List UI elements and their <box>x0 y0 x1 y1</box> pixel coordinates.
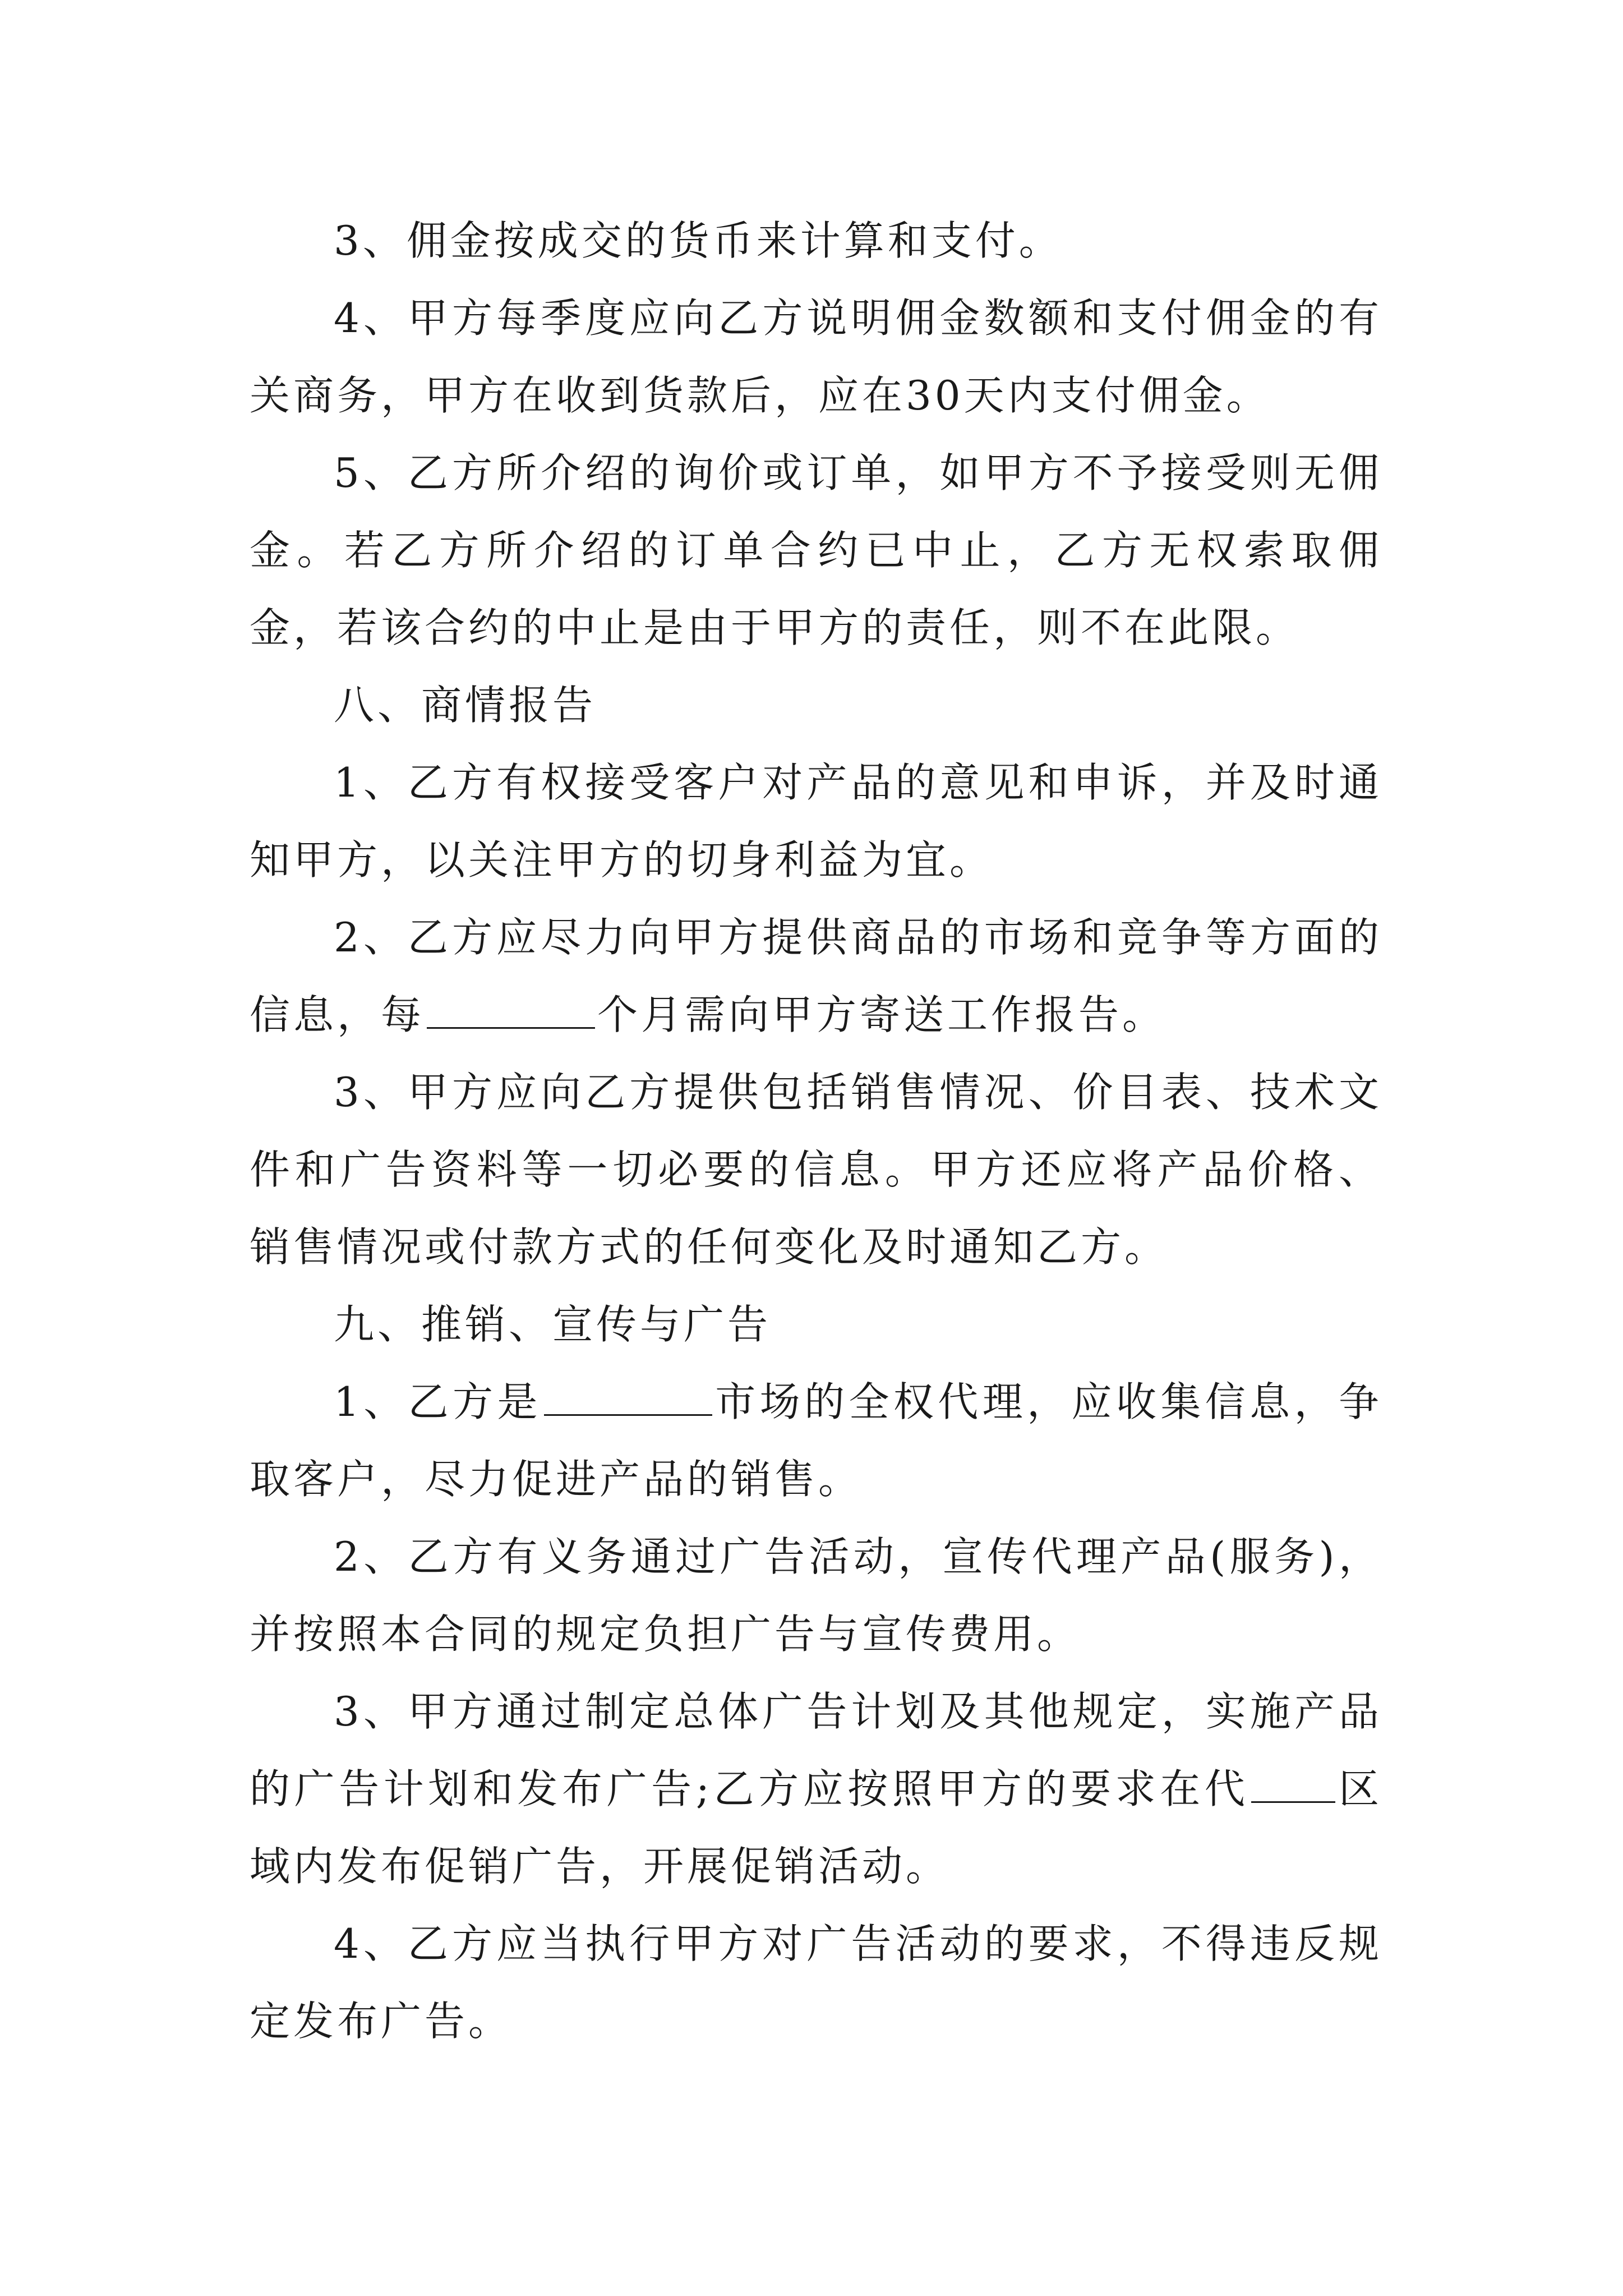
market-info-text-end: 个月需向甲方寄送工作报告。 <box>597 991 1166 1038</box>
paragraph-commission-quarterly: 4、甲方每季度应向乙方说明佣金数额和支付佣金的有关商务，甲方在收到货款后，应在30天内支付佣金。 <box>250 295 1382 419</box>
exclusive-agent-text-end: 市场的全权代理，应收集信息，争取客户，尽力促进产品的销售。 <box>250 1378 1382 1503</box>
paragraph-advertising-compliance: 4、乙方应当执行甲方对广告活动的要求，不得违反规定发布广告。 <box>250 1920 1382 2045</box>
paragraph-advertising-plan <box>250 1673 1382 1905</box>
paragraph-party-a-information: 3、甲方应向乙方提供包括销售情况、价目表、技术文件和广告资料等一切必要的信息。甲方还应将产品价格、销售情况或付款方式的任何变化及时通知乙方。 <box>250 1069 1382 1271</box>
section-heading-business-report: 八、商情报告 <box>334 682 597 729</box>
blank-region-field <box>1251 1761 1335 1803</box>
document-body <box>250 202 1382 2060</box>
paragraph-customer-feedback: 1、乙方有权接受客户对产品的意见和申诉，并及时通知甲方，以关注甲方的切身利益为宜。 <box>250 759 1382 884</box>
section-heading-promotion: 九、推销、宣传与广告 <box>334 1301 772 1348</box>
blank-months-field <box>427 987 595 1029</box>
advertising-plan-text-end: 区域内发布促销广告，开展促销活动。 <box>250 1765 1382 1890</box>
blank-market-field <box>544 1374 712 1416</box>
advertising-plan-text-start: 3、甲方通过制定总体广告计划及其他规定，实施产品的广告计划和发布广告;乙方应按照甲方的要求在代 <box>250 1688 1382 1812</box>
paragraph-commission-currency: 3、佣金按成交的货币来计算和支付。 <box>334 217 1063 264</box>
paragraph-commission-inquiry: 5、乙方所介绍的询价或订单，如甲方不予接受则无佣金。若乙方所介绍的订单合约已中止，乙方无权索取佣金，若该合约的中止是由于甲方的责任，则不在此限。 <box>250 449 1382 651</box>
paragraph-advertising-duty: 2、乙方有义务通过广告活动，宣传代理产品(服务)，并按照本合同的规定负担广告与宣传费用。 <box>250 1533 1382 1658</box>
paragraph-exclusive-agent <box>250 1363 1382 1518</box>
market-info-text-start: 2、乙方应尽力向甲方提供商品的市场和竞争等方面的信息，每 <box>250 914 1382 1038</box>
exclusive-agent-text-start: 1、乙方是 <box>334 1378 542 1425</box>
paragraph-market-information <box>250 899 1382 1053</box>
